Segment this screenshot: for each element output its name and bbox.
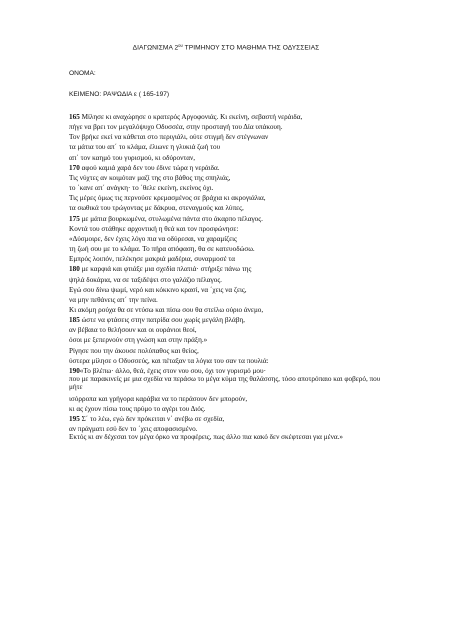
name-label: ΟΝΟΜΑ:: [69, 70, 96, 77]
poem-line: [69, 173, 389, 183]
line-text: όσοι με ξεπερνούν στη γνώση και στην πράξη.»: [69, 336, 208, 345]
text-source-label: ΚΕΙΜΕΝΟ: ΡΑΨΩΔΙΑ ε ( 165-197): [69, 91, 170, 98]
poem-text: [69, 112, 389, 444]
poem-line: [69, 142, 389, 152]
line-text: Τις νύχτες αν κοιμόταν μαζί της στο βάθος της σπηλιάς,: [69, 173, 231, 182]
line-text: Κι ακόμη ρούχα θα σε ντύσω και πίσω σου θα στείλω ούριο άνεμο,: [69, 305, 264, 314]
line-number: 165: [69, 113, 82, 121]
line-text: Κοντά του στάθηκε αρχοντική η θεά και τον προσφώνησε:: [69, 224, 239, 233]
line-text: αν πράγματι εσύ δεν το ΄χεις αποφασισμένο.: [69, 425, 198, 434]
line-text: απ΄ τον καημό του γυρισμού, κι οδύρονταν,: [69, 153, 196, 162]
line-text: Ρίγησε που την άκουσε πολύπαθος και θείος,: [69, 346, 199, 355]
poem-line: [69, 414, 389, 424]
title-superscript: ου: [178, 43, 183, 48]
poem-line: [69, 295, 389, 305]
poem-line: [69, 132, 389, 142]
poem-line: [69, 112, 389, 122]
poem-line: [69, 335, 389, 345]
poem-line: [69, 305, 389, 315]
poem-line: [69, 264, 389, 274]
line-text: «Δύσμοιρε, δεν έχεις λόγο πια να οδύρεσαι, να χαραμίζεις: [69, 234, 237, 243]
line-text: τη ζωή σου με το κλάμα. Το πήρα απόφαση, θα σε κατευοδώσω.: [69, 245, 255, 254]
poem-line: [69, 275, 389, 285]
line-text: τα μάτια του απ΄ το κλάμα, έλιωνε η γλυκιά ζωή του: [69, 143, 221, 152]
line-text: Μίλησε κι αναχώρησε ο κρατερός Αργοφονιάς. Κι εκείνη, σεβαστή νεράιδα,: [81, 113, 303, 121]
line-text: πήγε να βρει τον μεγαλόψυχο Οδυσσέα, στην προσταγή του Δία υπάκουη.: [69, 123, 283, 132]
title-suffix: ΤΡΙΜΗΝΟΥ ΣΤΟ ΜΑΘΗΜΑ ΤΗΣ ΟΔΥΣΣΕΙΑΣ: [182, 44, 320, 52]
line-text: αν βέβαια το θελήσουν και οι ουράνιοι θεοί,: [69, 326, 197, 335]
line-text: με καρφιά και φτιάξε μια σχεδία πλατιά· στήριξε πάνω της: [81, 265, 252, 274]
poem-line: [69, 163, 389, 173]
poem-line: [69, 203, 389, 213]
line-number: 195: [69, 415, 82, 424]
line-number: 185: [69, 316, 82, 325]
line-text: ώστε να φτάσεις στην πατρίδα σου χωρίς μεγάλη βλάβη,: [81, 316, 245, 325]
line-text: Τον βρήκε εκεί να κάθεται στο περιγιάλι, ούτε στιγμή δεν στέγνωναν: [69, 133, 269, 142]
poem-line: [69, 153, 389, 163]
poem-line: [69, 285, 389, 295]
line-number: 170: [69, 163, 82, 172]
line-text: ισόρροπα και γρήγορα καράβια να το περάσουν δεν μπορούν,: [69, 394, 248, 403]
line-text: Εκτός κι αν δέχεσαι τον μέγα όρκο να προφέρεις, πως άλλο πια κακό δεν σκέφτεσαι για μένα.»: [69, 433, 344, 442]
line-text: τα σωθικά του τρώγοντας με δάκρυα, στεναγμούς και λύπες,: [69, 204, 244, 213]
line-text: κι ας έχουν πίσω τους πρύμο το αγέρι του Διός.: [69, 404, 206, 413]
poem-line: [69, 254, 389, 264]
line-text: Τις μέρες όμως τις περνούσε κρεμασμένος σε βράχια κι ακρογιάλια,: [69, 194, 266, 203]
poem-line: [69, 214, 389, 224]
line-text: να μην πεθάνεις απ΄ την πείνα.: [69, 295, 158, 304]
line-text: Σ΄ το λέω, εγώ δεν πρόκειται ν΄ ανέβω σε σχεδία,: [81, 415, 225, 424]
line-number: 190: [69, 366, 80, 375]
poem-line: [69, 325, 389, 335]
title-prefix: ΔΙΑΓΩΝΙΣΜΑ 2: [132, 44, 179, 52]
line-number: 180: [69, 265, 82, 274]
line-text: ψηλά δοκάρια, να σε ταξιδέψει στο γαλάζιο πέλαγος.: [69, 275, 222, 284]
poem-line: [69, 376, 389, 394]
line-text: Εμπρός λοιπόν, πελέκησε μακριά μαδέρια, συναρμοσέ τα: [69, 255, 236, 264]
poem-line: [69, 394, 389, 404]
poem-line: [69, 404, 389, 414]
poem-line: [69, 315, 389, 325]
poem-line: [69, 346, 389, 356]
line-text: «Το βλέπω· άλλο, θεά, έχεις στον νου σου, όχι τον γυρισμό μου·: [79, 366, 266, 375]
line-text: Εγώ σου δίνω ψωμί, νερό και κόκκινο κρασί, να ΄χεις να ζεις,: [69, 285, 247, 294]
poem-line: [69, 193, 389, 203]
line-text: με μάτια βουρκωμένα, στυλωμένα πάντα στο άκαρπο πέλαγος.: [81, 214, 263, 223]
poem-line: [69, 434, 389, 444]
poem-line: [69, 183, 389, 193]
line-text: το ΄κανε απ΄ ανάγκη· το ΄θελε εκείνη, εκείνος όχι.: [69, 184, 214, 193]
line-text: ύστερα μίλησε ο Οδυσσεύς, και πέταξαν τα λόγια του σαν τα πουλιά:: [69, 356, 269, 365]
line-number: 175: [69, 214, 82, 223]
line-text: που με παρακινείς με μια σχεδία να περάσω το μέγα κύμα της θαλάσσης, τόσο αποτρόπαιο και φοβερό, που μήτε: [69, 375, 381, 391]
document-title: [0, 43, 452, 52]
poem-line: [69, 356, 389, 366]
poem-line: [69, 234, 389, 244]
poem-line: [69, 224, 389, 234]
poem-line: [69, 122, 389, 132]
line-text: αφού καμιά χαρά δεν του έδινε τώρα η νεράιδα.: [81, 163, 220, 172]
poem-line: [69, 244, 389, 254]
